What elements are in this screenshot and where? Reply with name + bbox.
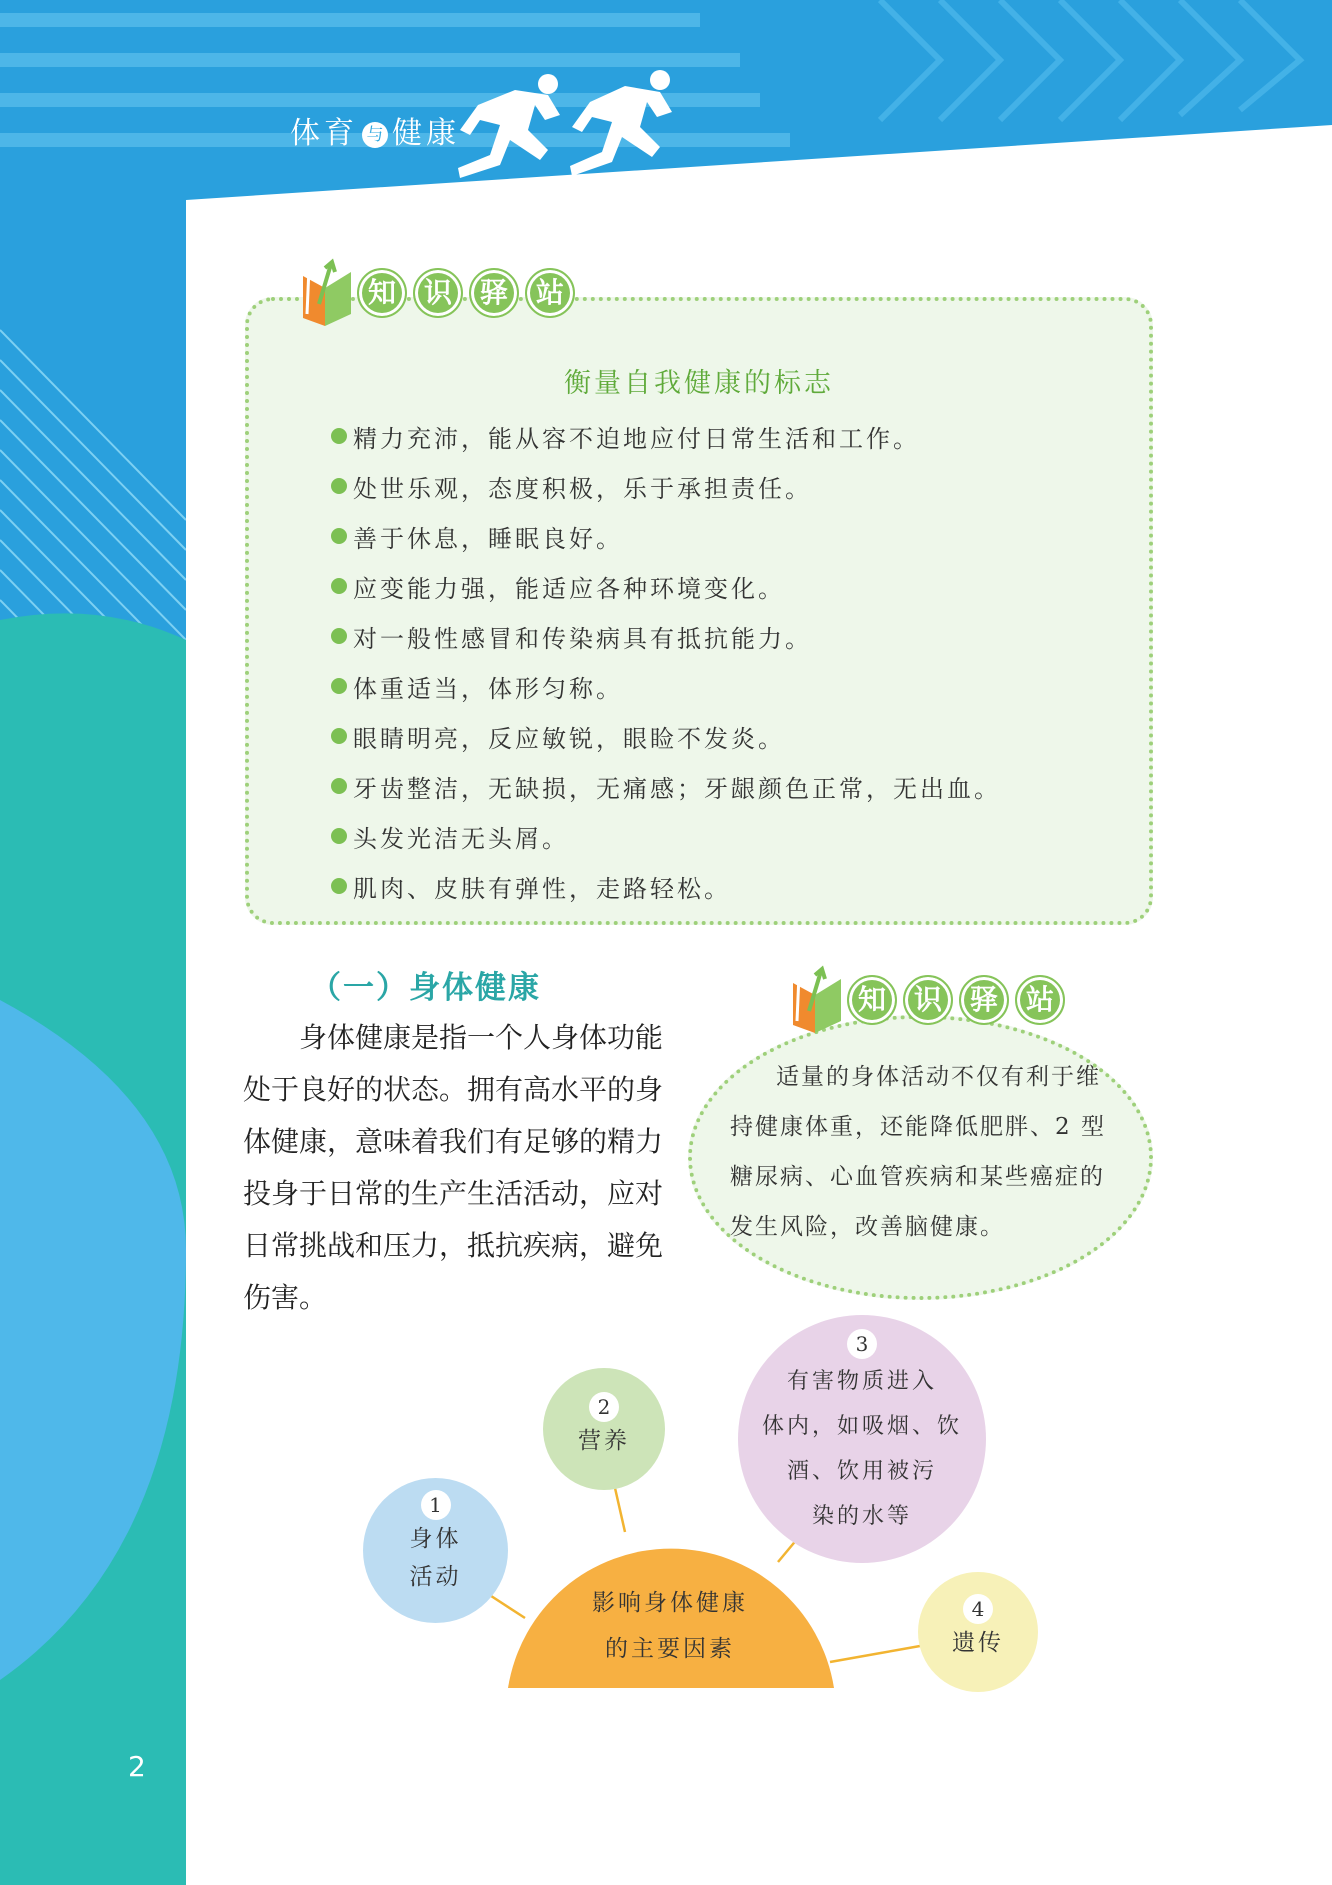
list-item: 处世乐观，态度积极，乐于承担责任。 [331, 461, 1001, 511]
factor-heredity: 4 遗传 [918, 1572, 1038, 1692]
list-item: 精力充沛，能从容不迫地应付日常生活和工作。 [331, 411, 1001, 461]
badge-char: 知 [357, 268, 407, 318]
section-title: （一）身体健康 [310, 970, 541, 1006]
badge-char: 站 [1015, 975, 1065, 1025]
list-item: 善于休息，睡眠良好。 [331, 511, 1001, 561]
list-item: 牙齿整洁，无缺损，无痛感；牙龈颜色正常，无出血。 [331, 761, 1001, 811]
diagram-center-label: 影响身体健康 的主要因素 [592, 1590, 748, 1662]
list-item: 对一般性感冒和传染病具有抵抗能力。 [331, 611, 1001, 661]
header-connector: 与 [362, 122, 388, 148]
header-part2: 健康 [392, 116, 460, 151]
factor-physical-activity: 1 身体 活动 [363, 1478, 508, 1623]
badge-char: 知 [847, 975, 897, 1025]
knowledge-box-activity-text: 适量的身体活动不仅有利于维持健康体重，还能降低肥胖、2 型糖尿病、心血管疾病和某些癌症的发生风险，改善脑健康。 [730, 1064, 1106, 1240]
list-item: 肌肉、皮肤有弹性，走路轻松。 [331, 861, 1001, 911]
badge-char: 驿 [959, 975, 1009, 1025]
list-item: 体重适当，体形匀称。 [331, 661, 1001, 711]
knowledge-box-title: 衡量自我健康的标志 [564, 368, 834, 399]
header-part1: 体育 [290, 116, 358, 151]
badge-char: 驿 [469, 268, 519, 318]
factor-nutrition: 2 营养 [543, 1368, 665, 1490]
badge-char: 识 [413, 268, 463, 318]
factor-harmful-substances: 3 有害物质进入 体内，如吸烟、饮 酒、饮用被污 染的水等 [738, 1315, 986, 1563]
page-number: 2 [128, 1750, 146, 1783]
section-paragraph: 身体健康是指一个人身体功能处于良好的状态。拥有高水平的身体健康，意味着我们有足够的精力投身于日常的生产生活活动，应对日常挑战和压力，抵抗疾病，避免伤害。 [243, 1021, 664, 1314]
badge-char: 识 [903, 975, 953, 1025]
list-item: 头发光洁无头屑。 [331, 811, 1001, 861]
badge-char: 站 [525, 268, 575, 318]
list-item: 眼睛明亮，反应敏锐，眼睑不发炎。 [331, 711, 1001, 761]
list-item: 应变能力强，能适应各种环境变化。 [331, 561, 1001, 611]
